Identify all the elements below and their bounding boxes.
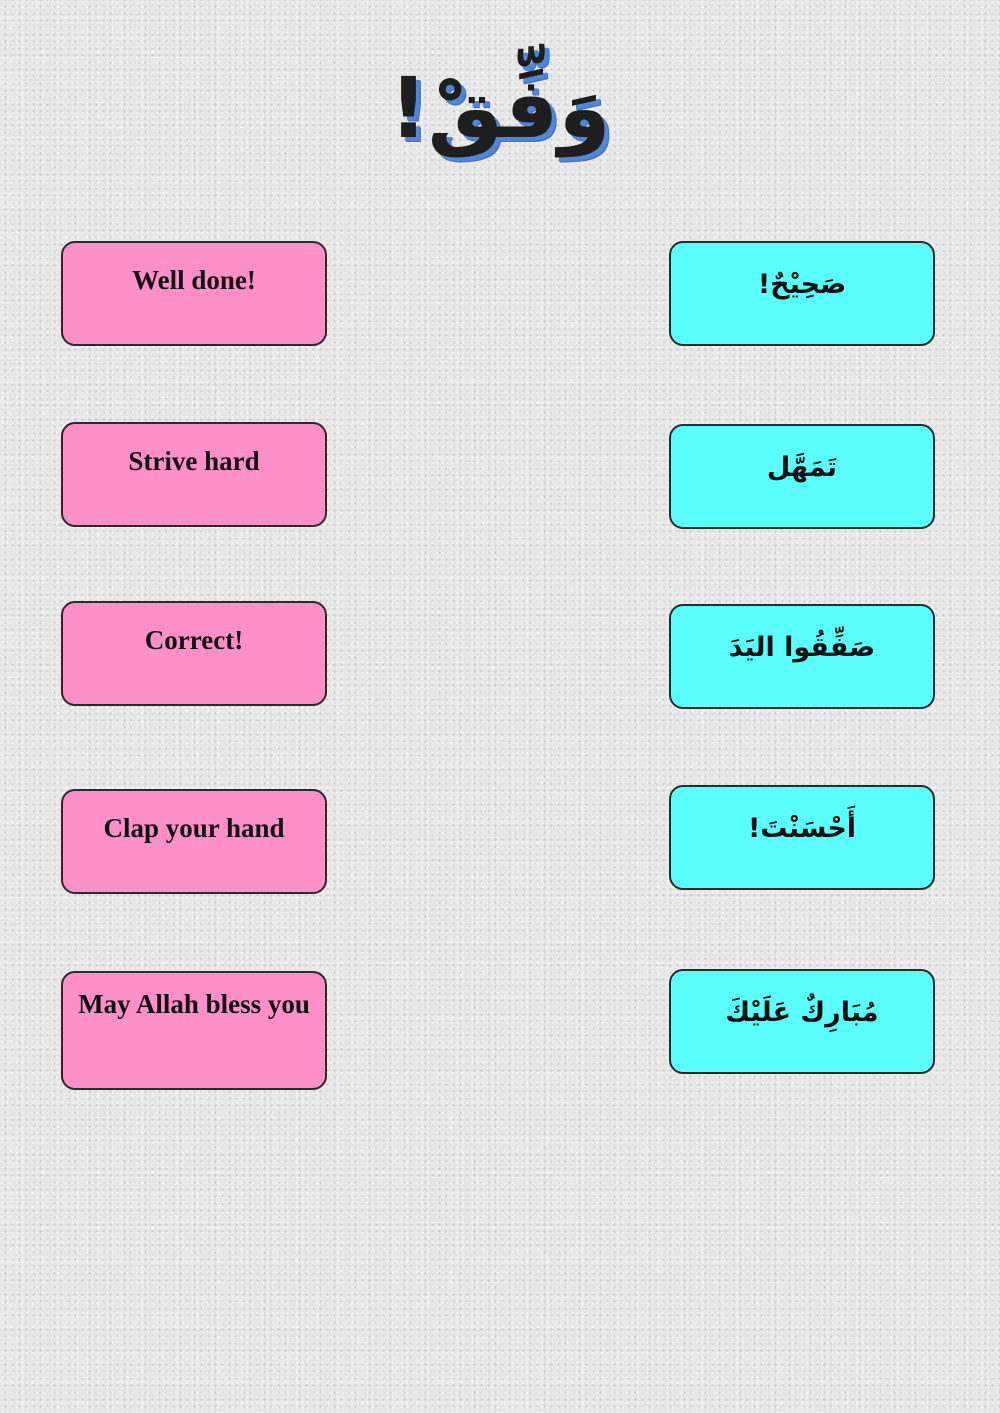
english-card-clap-your-hand[interactable]: Clap your hand <box>61 789 327 894</box>
arabic-card-sahih[interactable]: صَحِيْحٌ! <box>669 241 935 346</box>
english-card-well-done[interactable]: Well done! <box>61 241 327 346</box>
english-card-correct[interactable]: Correct! <box>61 601 327 706</box>
page-title: وَفِّقْ! <box>389 59 611 157</box>
english-card-strive-hard[interactable]: Strive hard <box>61 422 327 527</box>
english-card-may-allah-bless-you[interactable]: May Allah bless you <box>61 971 327 1090</box>
arabic-card-tamahhal[interactable]: تَمَهَّل <box>669 424 935 529</box>
arabic-card-mubarak-alayk[interactable]: مُبَارِكٌ عَلَيْكَ <box>669 969 935 1074</box>
arabic-card-ahsanta[interactable]: أَحْسَنْتَ! <box>669 785 935 890</box>
arabic-card-saffiqu-alyad[interactable]: صَفِّقُوا اليَدَ <box>669 604 935 709</box>
